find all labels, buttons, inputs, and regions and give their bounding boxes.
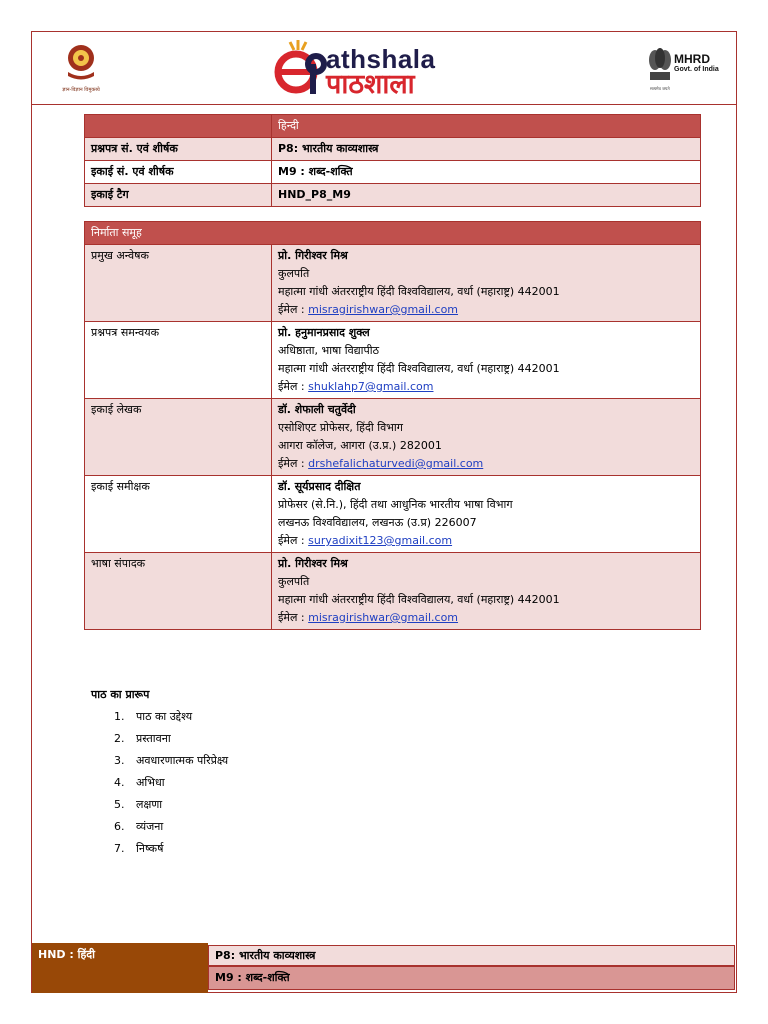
team-member-row (85, 553, 701, 630)
footer-module: M9 : शब्द-शक्ति (208, 966, 735, 990)
email-link[interactable]: drshefalichaturvedi@gmail.com (308, 457, 484, 470)
ugc-logo (56, 42, 106, 93)
page-footer (32, 943, 737, 993)
epathshala-logo (268, 36, 508, 100)
email-link[interactable]: misragirishwar@gmail.com (308, 303, 459, 316)
team-member-row (85, 399, 701, 476)
table-row (85, 161, 701, 184)
member-role: इकाई समीक्षक (85, 476, 272, 553)
email-link[interactable]: misragirishwar@gmail.com (308, 611, 459, 624)
page-header (32, 32, 736, 104)
member-email-line: ईमेल : misragirishwar@gmail.com (278, 611, 459, 624)
list-item: 6. व्यंजना (128, 816, 228, 838)
member-designation: अधिष्ठाता, भाषा विद्यापीठ (278, 344, 379, 357)
list-item: 3. अवधारणात्मक परिप्रेक्ष्य (128, 750, 228, 772)
ugc-emblem-icon (64, 42, 98, 82)
list-item: 4. अभिधा (128, 772, 228, 794)
member-designation: प्रोफेसर (से.नि.), हिंदी तथा आधुनिक भारतीय भाषा विभाग (278, 498, 513, 511)
ugc-caption: ज्ञान-विज्ञान विमुक्तये (62, 87, 100, 93)
list-item: 2. प्रस्तावना (128, 728, 228, 750)
list-item: 1. पाठ का उद्देश्य (128, 706, 228, 728)
team-header-row (85, 222, 701, 245)
mhrd-title: MHRD (674, 52, 710, 66)
member-designation: एसोशिएट प्रोफेसर, हिंदी विभाग (278, 421, 403, 434)
outline-title: पाठ का प्रारूप (91, 688, 150, 701)
national-emblem-icon (646, 44, 674, 86)
row-label: प्रश्नपत्र सं. एवं शीर्षक (85, 138, 272, 161)
member-email-line: ईमेल : drshefalichaturvedi@gmail.com (278, 457, 484, 470)
member-address: महात्मा गांधी अंतरराष्ट्रीय हिंदी विश्वविद्यालय, वर्धा (महाराष्ट्र) 442001 (278, 285, 560, 298)
mhrd-logo (644, 40, 724, 96)
member-address: महात्मा गांधी अंतरराष्ट्रीय हिंदी विश्वविद्यालय, वर्धा (महाराष्ट्र) 442001 (278, 362, 560, 375)
table-row (85, 138, 701, 161)
team-title: निर्माता समूह (85, 222, 701, 245)
footer-subject: HND : हिंदी (32, 943, 208, 993)
table-row (85, 184, 701, 207)
list-item: 5. लक्षणा (128, 794, 228, 816)
epathshala-e-icon (268, 38, 328, 98)
member-email-line: ईमेल : suryadixit123@gmail.com (278, 534, 453, 547)
member-role: प्रश्नपत्र समन्वयक (85, 322, 272, 399)
member-email-line: ईमेल : misragirishwar@gmail.com (278, 303, 459, 316)
member-name: प्रो. हनुमानप्रसाद शुक्ल (278, 326, 370, 339)
row-label: इकाई सं. एवं शीर्षक (85, 161, 272, 184)
member-email-line: ईमेल : shuklahp7@gmail.com (278, 380, 434, 393)
row-label: इकाई टैग (85, 184, 272, 207)
member-address: महात्मा गांधी अंतरराष्ट्रीय हिंदी विश्वविद्यालय, वर्धा (महाराष्ट्र) 442001 (278, 593, 560, 606)
row-value: HND_P8_M9 (272, 184, 701, 207)
team-member-row (85, 245, 701, 322)
lesson-outline (91, 687, 228, 860)
info-header-row (85, 115, 701, 138)
mhrd-subtitle: Govt. of India (674, 66, 719, 73)
member-details (272, 399, 701, 476)
member-address: आगरा कॉलेज, आगरा (उ.प्र.) 282001 (278, 439, 442, 452)
member-role: इकाई लेखक (85, 399, 272, 476)
mhrd-caption: सत्यमेव जयते (650, 86, 670, 91)
logo-english-text: athshala (326, 44, 436, 74)
team-table (84, 221, 701, 630)
footer-paper: P8: भारतीय काव्यशास्त्र (208, 945, 735, 966)
outline-list (91, 706, 228, 860)
member-name: प्रो. गिरीश्वर मिश्र (278, 557, 348, 570)
member-designation: कुलपति (278, 267, 310, 280)
row-value: P8: भारतीय काव्यशास्त्र (272, 138, 701, 161)
logo-hindi-text: पाठशाला (326, 69, 415, 100)
member-role: प्रमुख अन्वेषक (85, 245, 272, 322)
team-member-row (85, 322, 701, 399)
team-member-row (85, 476, 701, 553)
member-address: लखनऊ विश्वविद्यालय, लखनऊ (उ.प्र) 226007 (278, 516, 477, 529)
member-name: प्रो. गिरीश्वर मिश्र (278, 249, 348, 262)
row-value: M9 : शब्द-शक्ति (272, 161, 701, 184)
member-details (272, 553, 701, 630)
member-details (272, 322, 701, 399)
member-details (272, 245, 701, 322)
email-link[interactable]: suryadixit123@gmail.com (308, 534, 453, 547)
member-role: भाषा संपादक (85, 553, 272, 630)
list-item: 7. निष्कर्ष (128, 838, 228, 860)
member-name: डॉ. सूर्यप्रसाद दीक्षित (278, 480, 361, 493)
header-divider (31, 104, 737, 105)
module-info-table (84, 114, 701, 207)
email-link[interactable]: shuklahp7@gmail.com (308, 380, 434, 393)
member-details (272, 476, 701, 553)
member-name: डॉ. शेफाली चतुर्वेदी (278, 403, 356, 416)
subject-name: हिन्दी (272, 115, 701, 138)
member-designation: कुलपति (278, 575, 310, 588)
